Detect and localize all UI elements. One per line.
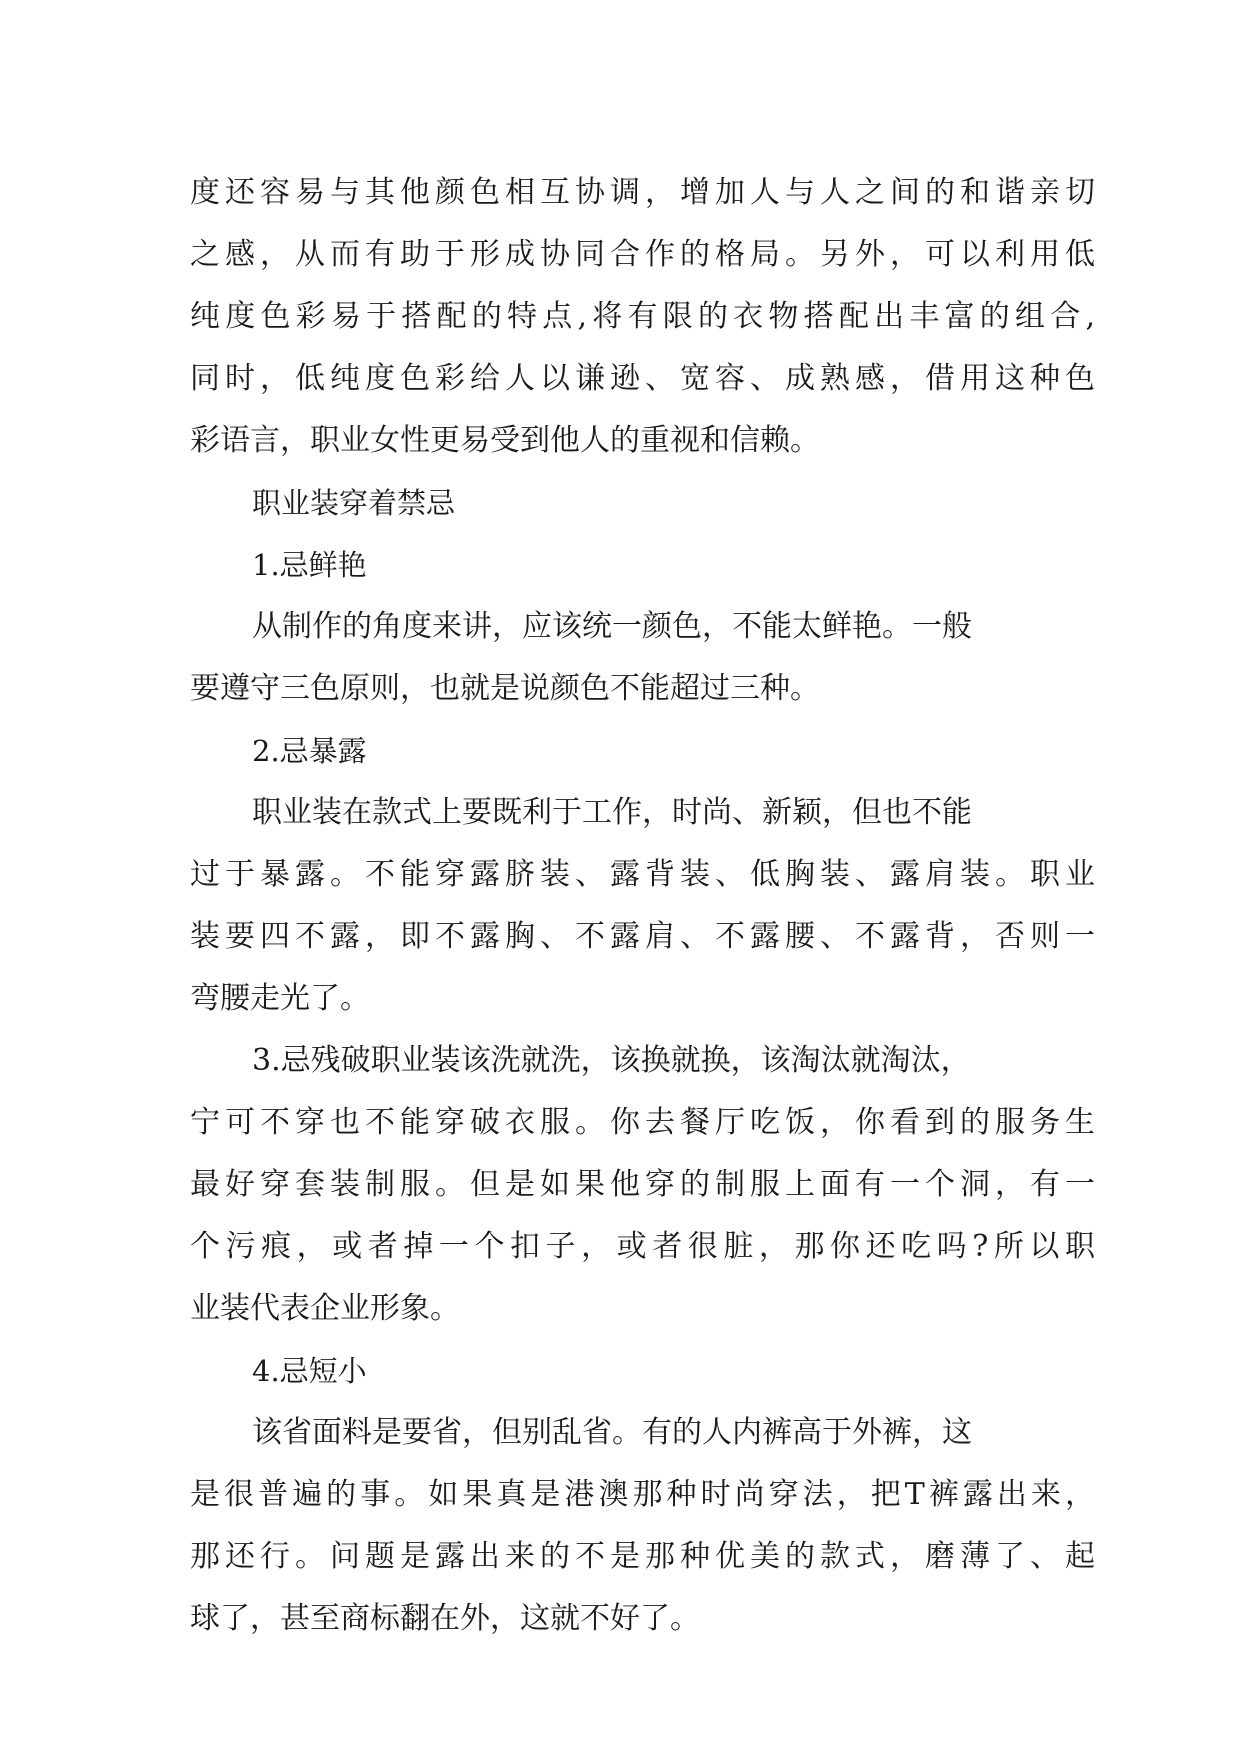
body-line: 是很普遍的事。如果真是港澳那种时尚穿法，把T裤露出来，: [190, 1477, 1095, 1512]
section-heading: 职业装穿着禁忌: [252, 486, 456, 520]
body-line: 装要四不露，即不露胸、不露肩、不露腰、不露背，否则一: [190, 919, 1095, 954]
subsection-heading: 2.忌暴露: [252, 734, 367, 768]
body-line: 宁可不穿也不能穿破衣服。你去餐厅吃饭，你看到的服务生: [190, 1105, 1095, 1140]
body-line: 职业装在款式上要既利于工作，时尚、新颖，但也不能: [252, 795, 972, 830]
body-line: 弯腰走光了。: [190, 981, 370, 1016]
body-line: 个污痕，或者掉一个扣子，或者很脏，那你还吃吗?所以职: [190, 1229, 1095, 1264]
subsection-heading: 1.忌鲜艳: [252, 548, 367, 582]
body-line: 从制作的角度来讲，应该统一颜色，不能太鲜艳。一般: [252, 609, 972, 644]
body-line: 彩语言，职业女性更易受到他人的重视和信赖。: [190, 423, 820, 458]
body-line: 度还容易与其他颜色相互协调，增加人与人之间的和谐亲切: [190, 175, 1095, 210]
body-line: 球了，甚至商标翻在外，这就不好了。: [190, 1601, 700, 1636]
body-line: 最好穿套装制服。但是如果他穿的制服上面有一个洞，有一: [190, 1167, 1095, 1202]
body-line: 该省面料是要省，但别乱省。有的人内裤高于外裤，这: [252, 1415, 972, 1450]
body-line: 同时，低纯度色彩给人以谦逊、宽容、成熟感，借用这种色: [190, 361, 1095, 396]
subsection-heading: 4.忌短小: [252, 1354, 367, 1388]
body-line: 过于暴露。不能穿露脐装、露背装、低胸装、露肩装。职业: [190, 857, 1095, 892]
body-line: 3.忌残破职业装该洗就洗，该换就换，该淘汰就淘汰，: [252, 1043, 971, 1078]
body-line: 要遵守三色原则，也就是说颜色不能超过三种。: [190, 671, 820, 706]
body-line: 那还行。问题是露出来的不是那种优美的款式，磨薄了、起: [190, 1539, 1095, 1574]
body-line: 业装代表企业形象。: [190, 1291, 460, 1326]
document-body: [190, 162, 1095, 1650]
body-line: 之感，从而有助于形成协同合作的格局。另外，可以利用低: [190, 237, 1095, 272]
body-line: 纯度色彩易于搭配的特点,将有限的衣物搭配出丰富的组合,: [190, 299, 1095, 334]
